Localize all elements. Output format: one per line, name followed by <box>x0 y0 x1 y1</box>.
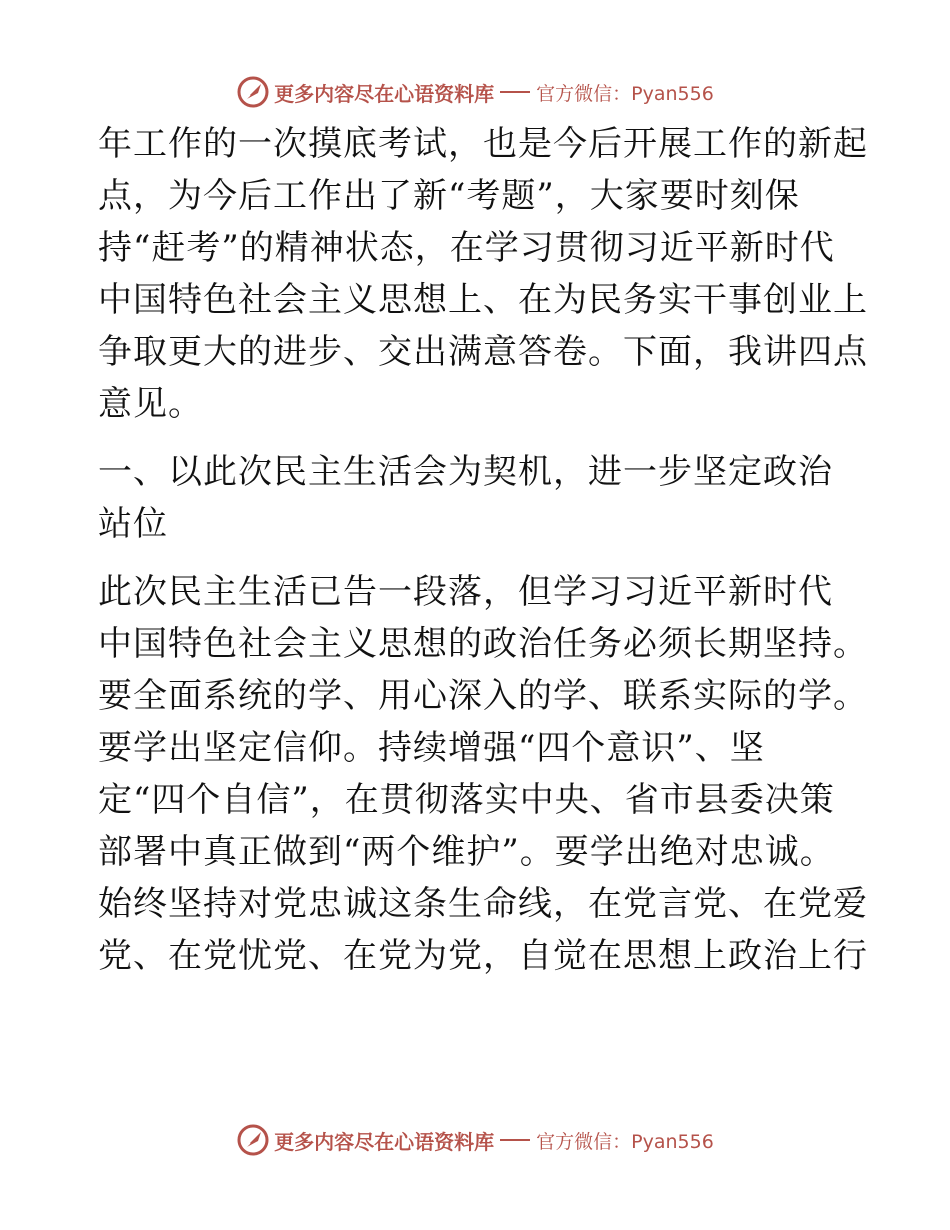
text-line: 中国特色社会主义思想上、在为民务实干事创业上 <box>98 280 868 320</box>
text-line: 争取更大的进步、交出满意答卷。下面，我讲四点 <box>98 332 868 372</box>
text-line: 此次民主生活已告一段落，但学习习近平新时代 <box>98 572 833 612</box>
header-watermark <box>0 72 950 112</box>
text-line: 年工作的一次摸底考试，也是今后开展工作的新起 <box>98 124 868 164</box>
text-line: 党、在党忧党、在党为党，自觉在思想上政治上行 <box>98 936 868 976</box>
paragraph <box>98 566 868 982</box>
heading-line: 站位 <box>98 504 168 544</box>
text-line: 点，为今后工作出了新“考题”，大家要时刻保 <box>98 176 800 216</box>
watermark-dash <box>500 91 530 93</box>
text-line: 定“四个自信”，在贯彻落实中央、省市县委决策 <box>98 780 835 820</box>
quill-logo-icon <box>236 1123 270 1157</box>
watermark-dash <box>500 1139 530 1141</box>
text-line: 持“赶考”的精神状态，在学习贯彻习近平新时代 <box>98 228 835 268</box>
section-heading <box>98 446 858 550</box>
text-line: 要全面系统的学、用心深入的学、联系实际的学。 <box>98 676 868 716</box>
watermark-title: 更多内容尽在心语资料库 <box>274 81 495 106</box>
text-line: 要学出坚定信仰。持续增强“四个意识”、坚 <box>98 728 765 768</box>
watermark-wechat: 官方微信：Pyan556 <box>536 82 714 105</box>
paragraph-gap <box>98 550 858 566</box>
text-line: 意见。 <box>98 384 203 424</box>
paragraph-gap <box>98 430 858 446</box>
heading-line: 一、以此次民主生活会为契机，进一步坚定政治 <box>98 452 833 492</box>
footer-watermark <box>0 1120 950 1160</box>
quill-logo-icon <box>236 75 270 109</box>
text-line: 始终坚持对党忠诚这条生命线，在党言党、在党爱 <box>98 884 868 924</box>
paragraph <box>98 118 868 430</box>
text-line: 部署中真正做到“两个维护”。要学出绝对忠诚。 <box>98 832 835 872</box>
watermark-wechat: 官方微信：Pyan556 <box>536 1130 714 1153</box>
watermark-title: 更多内容尽在心语资料库 <box>274 1129 495 1154</box>
document-body <box>98 118 868 982</box>
text-line: 中国特色社会主义思想的政治任务必须长期坚持。 <box>98 624 868 664</box>
